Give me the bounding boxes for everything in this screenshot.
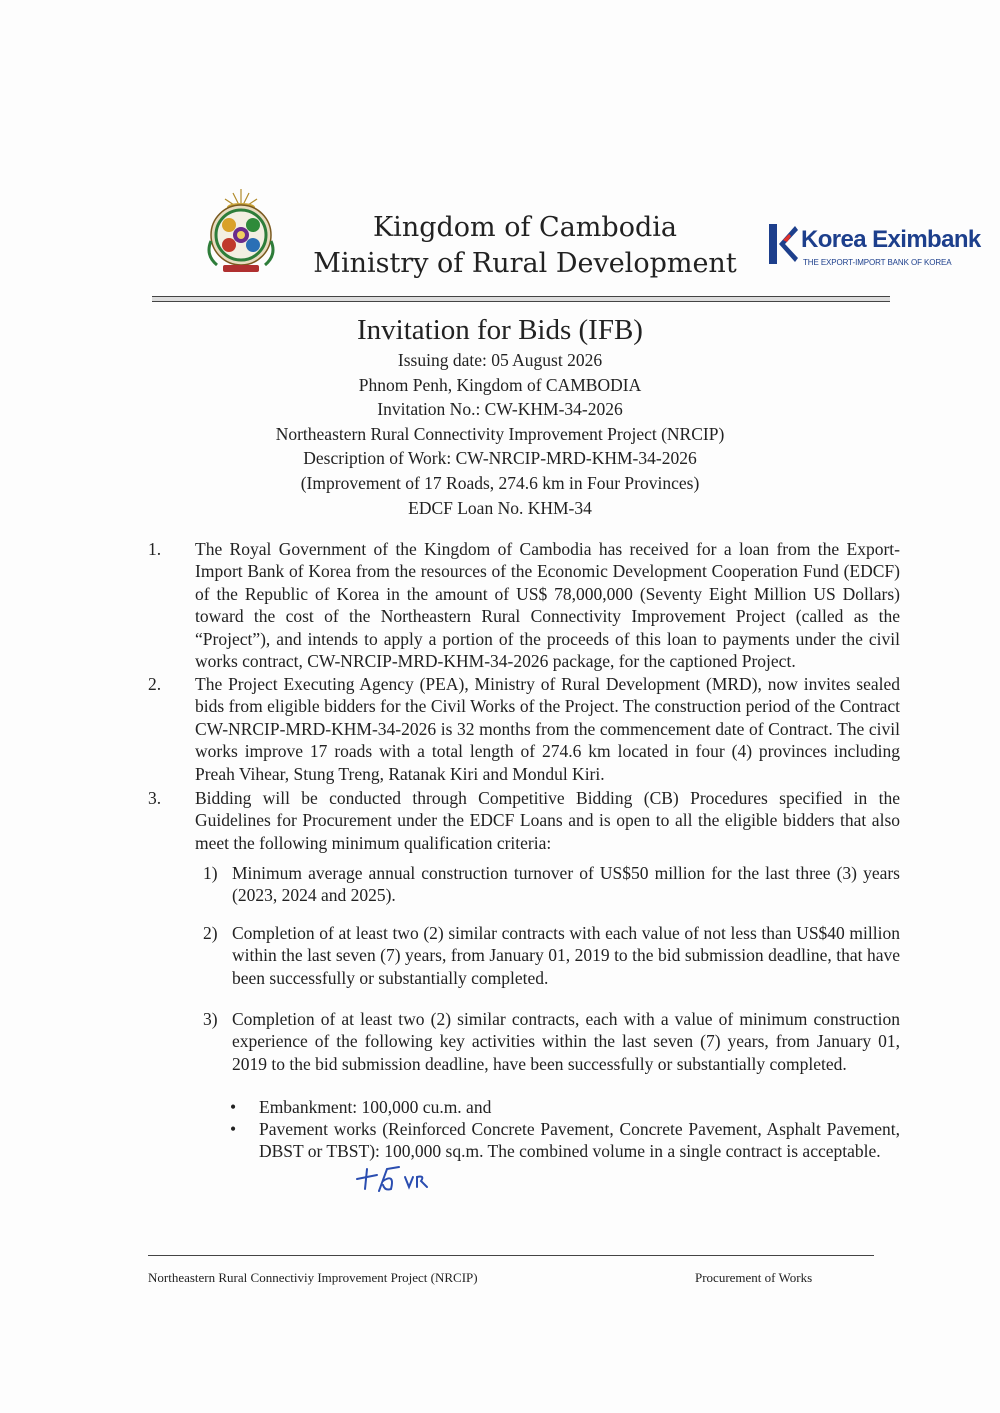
paragraph <box>148 673 900 785</box>
invitation-number: Invitation No.: CW-KHM-34-2026 <box>377 399 623 420</box>
bullet-item <box>230 1096 900 1118</box>
paragraph-number: 2. <box>148 674 162 694</box>
bullet-text: Pavement works (Reinforced Concrete Pavement, Concrete Pavement, Asphalt Pavement, DBST or TBST): 100,000 sq.m. The combined volume in a single contract is acceptable. <box>259 1119 900 1162</box>
bullet-item <box>230 1118 900 1163</box>
kexim-subtitle: THE EXPORT-IMPORT BANK OF KOREA <box>803 258 952 267</box>
criterion-number: 2) <box>203 923 218 943</box>
criterion-text: Minimum average annual construction turnover of US$50 million for the last three (3) years (2023, 2024 and 2025). <box>232 863 900 906</box>
royal-crest-icon <box>195 185 287 277</box>
paragraph-text: Bidding will be conducted through Competitive Bidding (CB) Procedures specified in the Guidelines for Procurement under the EDCF Loans and is open to all the eligible bidders that also meet the following minimum qualification criteria: <box>195 788 900 853</box>
loan-number: EDCF Loan No. KHM-34 <box>408 497 592 518</box>
criterion-text: Completion of at least two (2) similar contracts, each with a value of minimum construction experience of the following key activities within the last seven (7) years, from January 01, 2019 to the bid submission deadline, have been successfully or substantially completed. <box>232 1009 900 1074</box>
criterion-number: 3) <box>203 1009 218 1029</box>
heading-kingdom: Kingdom of Cambodia <box>373 212 677 243</box>
work-scope: (Improvement of 17 Roads, 274.6 km in Four Provinces) <box>300 472 700 493</box>
footer-section: Procurement of Works <box>695 1270 813 1285</box>
issuing-date: Issuing date: 05 August 2026 <box>397 350 603 370</box>
korea-eximbank-logo <box>765 222 981 272</box>
ministry-heading <box>300 210 750 282</box>
criterion-item <box>203 862 900 907</box>
handwritten-initials <box>355 1163 430 1195</box>
criterion-text: Completion of at least two (2) similar contracts with each value of not less than US$40 million within the last seven (7) years, from January 01, 2019 to the bid submission deadline, that have been successfully or substantially completed. <box>232 923 900 988</box>
bullet-text: Embankment: 100,000 cu.m. and <box>259 1097 492 1117</box>
paragraph <box>148 787 900 854</box>
issuing-location: Phnom Penh, Kingdom of CAMBODIA <box>358 374 642 395</box>
paragraph-number: 1. <box>148 539 162 559</box>
criterion-number: 1) <box>203 863 218 883</box>
korea-eximbank-mark-icon <box>765 222 799 266</box>
project-name: Northeastern Rural Connectivity Improvement Project (NRCIP) <box>275 423 725 444</box>
heading-ministry: Ministry of Rural Development <box>313 248 737 279</box>
paragraph <box>148 538 900 672</box>
bullet-icon: • <box>230 1119 237 1139</box>
footer-divider <box>148 1255 874 1256</box>
criterion-item <box>203 922 900 989</box>
ifb-details <box>0 348 1000 520</box>
document-title: Invitation for Bids (IFB) <box>357 314 643 346</box>
paragraph-text: The Royal Government of the Kingdom of Cambodia has received for a loan from the Export-Import Bank of Korea from the resources of the Economic Development Cooperation Fund (EDCF) of the Republic of Korea in the amount of US$ 78,000,000 (Seventy Eight Million US Dollars) toward the cost of the Northeastern Rural Connectivity Improvement Project (called as the “Project”), and intends to apply a portion of the proceeds of this loan to payments under the civil works contract, CW-NRCIP-MRD-KHM-34-2026 package, for the captioned Project. <box>195 539 900 672</box>
criterion-item <box>203 1008 900 1075</box>
footer-project: Northeastern Rural Connectiviy Improvement Project (NRCIP) <box>148 1270 478 1285</box>
bullet-icon: • <box>230 1097 237 1117</box>
kexim-name: Korea Eximbank <box>801 226 981 253</box>
paragraph-number: 3. <box>148 788 162 808</box>
work-description: Description of Work: CW-NRCIP-MRD-KHM-34-2026 <box>303 448 697 469</box>
paragraph-text: The Project Executing Agency (PEA), Ministry of Rural Development (MRD), now invites sealed bids from eligible bidders for the Civil Works of the Project. The construction period of the Contract CW-NRCIP-MRD-KHM-34-2026 is 32 months from the commencement date of Contract. The civil works improve 17 roads with a total length of 274.6 km located in four (4) provinces including Preah Vihear, Stung Treng, Ratanak Kiri and Mondul Kiri. <box>195 674 900 784</box>
header-divider <box>152 296 890 302</box>
